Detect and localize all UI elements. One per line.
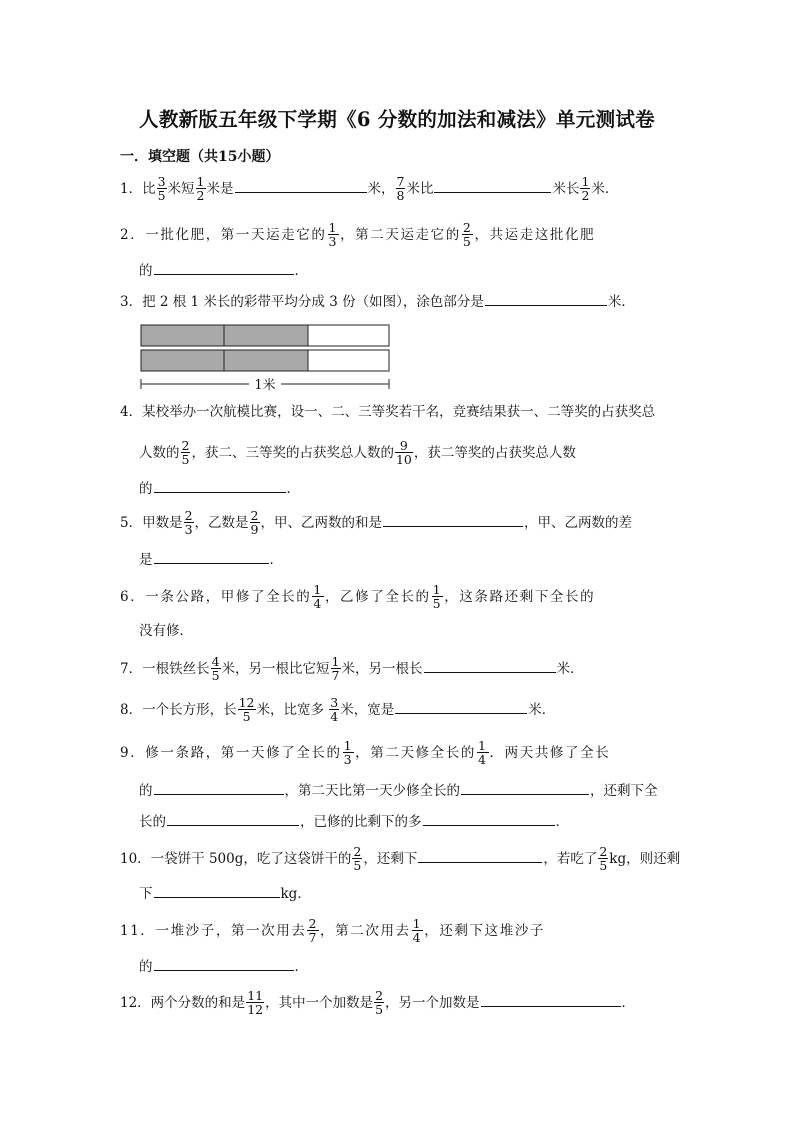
question-text: 8．一个长方形，长 [120,702,237,718]
question-text: ，甲、乙两数的和是 [260,515,382,531]
fraction-numerator: 1 [196,174,205,189]
fraction-denominator: 4 [330,709,339,724]
fraction [462,221,474,248]
fraction-numerator: 2 [599,844,608,859]
fraction-numerator: 1 [432,582,443,597]
question-4-cont [139,438,576,467]
page-title: 人教新版五年级下学期《6 分数的加法和减法》单元测试卷 [139,108,655,131]
unshaded-part [308,350,389,371]
question-1 [120,174,619,203]
fraction-numerator: 2 [375,988,384,1003]
fraction [157,175,167,202]
ribbon-strip-2 [141,350,389,371]
question-text: ，还剩下这堆沙子 [424,923,546,939]
question-5-cont [139,548,283,568]
fraction [246,989,264,1016]
fraction-denominator: 5 [238,709,256,723]
fraction-numerator: 2 [184,508,193,523]
question-text: ． [294,959,308,975]
fraction-numerator: 1 [313,582,323,597]
question-11 [120,916,546,945]
fraction-numerator: 2 [181,438,190,453]
question-4 [120,402,655,422]
question-text: 没有修． [139,623,193,639]
question-text: kg，则还剩 [609,851,681,867]
question-text: 的 [139,481,153,497]
question-text: ，这条路还剩下全长的 [444,589,596,605]
question-7 [120,654,584,683]
question-9-cont [139,779,658,799]
question-text: 米长 [552,181,580,197]
answer-blank[interactable] [383,511,523,527]
question-text: 米，另一根比它短 [221,661,330,677]
fraction [250,509,260,536]
fraction-denominator: 5 [157,188,166,203]
question-text: 米． [556,661,584,677]
question-text: 11．一堆沙子，第一次用去 [120,923,307,939]
answer-blank[interactable] [481,991,621,1007]
question-text: 米． [607,294,635,310]
answer-blank[interactable] [424,657,556,673]
fraction [307,917,319,944]
answer-blank[interactable] [154,882,280,898]
answer-blank[interactable] [154,779,284,795]
answer-blank[interactable] [154,477,286,493]
question-4-cont2 [139,477,300,497]
length-marker [141,377,389,393]
question-text: ，获二等奖的占获奖总人数 [413,445,576,461]
question-3 [120,290,635,310]
fraction-denominator: 2 [196,188,205,203]
question-text: ． [294,263,308,279]
fraction-numerator: 3 [330,695,339,710]
question-text: ，其中一个加数是 [265,995,374,1011]
fraction-denominator: 4 [313,596,323,611]
question-text: 米， [367,181,395,197]
question-text: ，第二天修全长的 [355,745,476,761]
fraction-denominator: 10 [395,452,412,467]
fraction-denominator: 5 [432,596,443,611]
question-text: ，第二天比第一天少修全长的 [284,783,460,799]
question-text: ，若吃了 [543,851,598,867]
fraction-denominator: 12 [247,1002,264,1017]
question-text: 的 [139,263,153,279]
question-text: ，乙数是 [194,515,249,531]
question-text: ． [286,481,300,497]
fraction-numerator: 2 [353,844,362,859]
question-9 [120,738,611,767]
question-text: 12．两个分数的和是 [120,995,246,1011]
answer-blank[interactable] [485,290,607,306]
shaded-part [141,350,224,371]
question-text: 的 [139,959,153,975]
question-text: 人数的 [139,445,180,461]
question-text: 5．甲数是 [120,515,183,531]
question-text: 7．一根铁丝长 [120,661,210,677]
fraction-numerator: 2 [250,508,259,523]
ribbon-diagram [139,323,391,395]
answer-blank[interactable] [434,177,551,193]
question-12 [120,988,636,1017]
question-text: 1．比 [120,181,156,197]
answer-blank[interactable] [423,810,555,826]
answer-blank[interactable] [395,698,527,714]
fraction [328,221,340,248]
question-text: 10．一袋饼干 500g，吃了这袋饼干的 [120,851,352,867]
unshaded-part [308,325,389,346]
question-text: 的 [139,783,153,799]
question-text: ，还剩下 [363,851,418,867]
fraction [196,175,206,202]
question-text: 米． [528,702,556,718]
fraction-numerator: 1 [477,738,488,753]
question-text: 3．把 2 根 1 米长的彩带平均分成 3 份（如图），涂色部分是 [120,294,484,310]
question-text: 米． [591,181,619,197]
answer-blank[interactable] [235,177,367,193]
fraction-numerator: 9 [399,438,408,453]
question-text: 米是 [206,181,234,197]
fraction [312,583,324,610]
length-label: 1米 [254,378,276,393]
fraction-denominator: 3 [328,234,339,249]
fraction [477,739,489,766]
ribbon-strip-1 [141,325,389,346]
question-text: ，共运走这批化肥 [474,227,596,243]
fraction-denominator: 3 [184,522,193,537]
fraction-numerator: 3 [157,174,166,189]
fraction-numerator: 4 [211,654,220,669]
answer-blank[interactable] [154,259,294,275]
fraction [331,655,341,682]
question-text: 2．一批化肥，第一天运走它的 [120,227,327,243]
fraction-denominator: 5 [375,1002,384,1017]
fraction [211,655,221,682]
fraction-denominator: 8 [396,188,405,203]
question-text: 是 [139,552,153,568]
fraction-denominator: 7 [308,930,319,945]
fraction-numerator: 11 [247,988,264,1003]
fraction-denominator: 9 [250,522,259,537]
question-10-cont [139,882,311,902]
fraction-denominator: 5 [462,234,473,249]
fraction [329,696,339,723]
question-text: 米，宽是 [340,702,395,718]
question-text: ． [555,814,569,830]
question-text: 米，比宽多 [256,702,329,718]
question-6-cont [139,621,193,641]
question-text: 9．修一条路，第一天修了全长的 [120,745,342,761]
fraction [184,509,194,536]
question-text: 4．某校举办一次航模比赛，设一、二、三等奖若干名，竞赛结果获一、二等奖的占获奖总 [120,404,656,420]
question-2-cont [139,259,308,279]
fraction-denominator: 2 [581,188,590,203]
question-6 [120,582,596,611]
answer-blank[interactable] [418,847,542,863]
answer-blank[interactable] [154,955,294,971]
shaded-part [224,325,308,346]
answer-blank[interactable] [167,810,299,826]
shaded-part [224,350,308,371]
fraction [238,696,256,723]
question-text: ，甲、乙两数的差 [524,515,632,531]
question-11-cont [139,955,308,975]
question-text: ，第二次用去 [320,923,411,939]
fraction-numerator: 1 [331,654,340,669]
fraction-numerator: 2 [462,220,473,235]
fraction [598,845,608,872]
question-2 [120,220,596,249]
fraction-numerator: 1 [412,916,423,931]
shaded-part [141,325,224,346]
fraction [343,739,355,766]
question-text: ，乙修了全长的 [324,589,431,605]
fraction [181,439,191,466]
question-text: ． [621,995,636,1011]
fraction-numerator: 7 [396,174,405,189]
question-text: 下 [139,886,153,902]
fraction-denominator: 5 [181,452,190,467]
question-5 [120,508,632,537]
fraction-denominator: 5 [211,668,220,683]
fraction-denominator: 7 [331,668,340,683]
fraction [352,845,362,872]
question-9-cont2 [139,810,569,830]
fraction-numerator: 2 [308,916,319,931]
question-text: ． [269,552,283,568]
question-text: ，获二、三等奖的占获奖总人数的 [191,445,394,461]
fraction [412,917,424,944]
fraction-numerator: 1 [343,738,354,753]
fraction [432,583,444,610]
question-text: ，第二天运走它的 [340,227,461,243]
fraction [580,175,590,202]
section-heading: 一．填空题（共15小题） [120,149,280,165]
fraction-denominator: 5 [353,858,362,873]
fraction-denominator: 4 [477,752,488,767]
fraction-denominator: 5 [599,858,608,873]
question-text: ，还剩下全 [590,783,658,799]
question-text: 长的 [139,814,166,830]
question-text: ，另一个加数是 [385,995,480,1011]
answer-blank[interactable] [154,548,269,564]
question-text: 米，另一根长 [341,661,423,677]
question-text: kg． [280,886,311,902]
question-text: ，已修的比剩下的多 [300,814,422,830]
answer-blank[interactable] [461,779,589,795]
fraction [396,175,406,202]
fraction-denominator: 3 [343,752,354,767]
question-8 [120,695,556,724]
question-text: ．两天共修了全长 [489,745,611,761]
question-text: 米短 [167,181,195,197]
fraction-numerator: 1 [581,174,590,189]
fraction-numerator: 12 [238,695,255,710]
question-10 [120,844,681,873]
question-text: 6．一条公路，甲修了全长的 [120,589,312,605]
question-text: 米比 [406,181,434,197]
fraction [395,439,413,466]
fraction [374,989,384,1016]
fraction-numerator: 1 [328,220,339,235]
fraction-denominator: 4 [412,930,423,945]
